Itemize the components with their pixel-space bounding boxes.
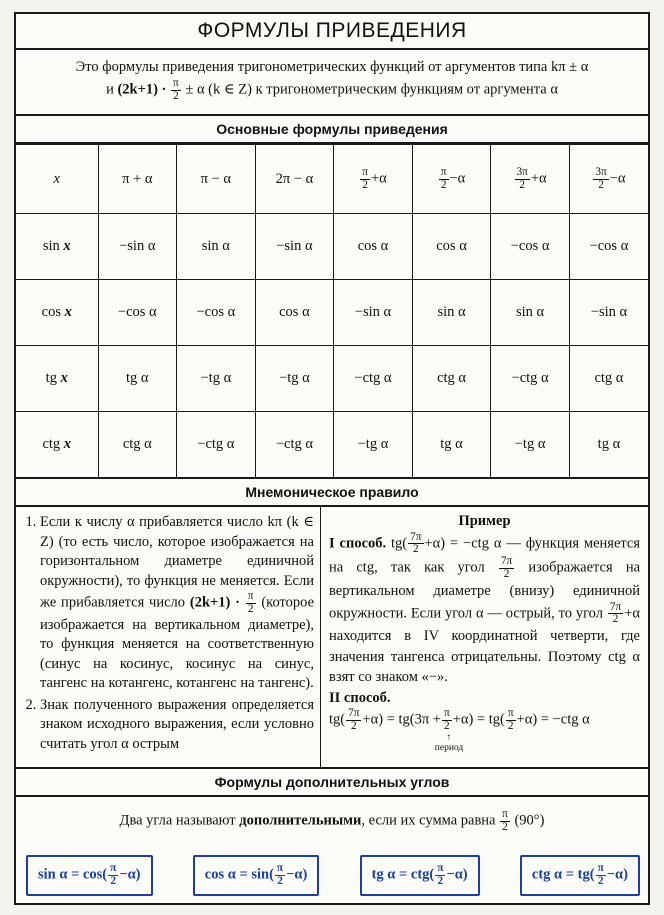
table-header-row <box>16 145 648 214</box>
way-2: II способ. tg( $\frac{7\pi}{2}$ +α) = tg(3π + $\frac{\pi}{2}$ +α) = tg( $\frac{\pi}{2}$ +α) = −ctg α ↑ период <box>329 689 590 753</box>
table-cell: tg α <box>569 412 648 478</box>
way-1: I способ. tg( $\frac{7\pi}{2}$ +α) = −ctg α — функция меняется на ctg, так как угол $\frac{7\pi}{2}$ изображается на вертикальном диаметре (внизу) единичной окружности. Если угол α — острый, то угол $\frac{7\pi}{2}$ +α находится в IV координатной четверти, где значения тангенса отрицательны. Поэтому ctg α взят со знаком «−». <box>329 530 641 686</box>
table-cell: −ctg α <box>334 346 413 412</box>
col-head-2: 2π − α <box>255 145 334 214</box>
table-cell: tg α <box>412 412 491 478</box>
table-cell: −cos α <box>491 214 570 280</box>
table-cell: −tg α <box>334 412 413 478</box>
table-cell: sin α <box>177 214 256 280</box>
table-cell: cos α <box>412 214 491 280</box>
rule-1: 1. Если к числу α прибавляется число kπ (k ∈ Z) (то есть число, которое изображается на горизонтальном диаметре единичной окружности), то функция не меняется. Если же прибавляется число (2k+1) · $\frac{\pi}{2}$ (которое изображается на вертикальном диаметре), то функция меняется на соответственную (синус на косинус, косинус на синус, тангенс на котангенс, котангенс на тангенс). <box>40 513 314 694</box>
rule-2: 2. Знак полученного выражения определяется знаком исходного выражения, если условно считать угол α острым <box>40 696 314 755</box>
intro-line-2 <box>26 78 638 103</box>
table-cell: sin α <box>412 280 491 346</box>
example-block <box>321 507 648 767</box>
row-head-tg: tg x <box>16 346 98 412</box>
extra-definition: Два угла называют дополнительными, если их сумма равна $\frac{\pi}{2}$ (90°) <box>119 808 545 833</box>
table-row-cos <box>16 280 648 346</box>
table-cell: −ctg α <box>177 412 256 478</box>
table-cell: −sin α <box>255 214 334 280</box>
table-cell: cos α <box>255 280 334 346</box>
period-note: ↑ период <box>434 733 464 753</box>
col-head-5: $\frac{3\pi}{2}$ +α <box>491 145 570 214</box>
mnemonic-section <box>16 507 648 769</box>
example-title: Пример <box>458 513 511 529</box>
intro-text <box>16 50 648 116</box>
intro-frac: $\frac{\pi}{2}$ <box>173 77 179 102</box>
table-cell: −tg α <box>255 346 334 412</box>
reduction-table <box>16 144 648 477</box>
table-cell: cos α <box>334 214 413 280</box>
table-cell: −cos α <box>569 214 648 280</box>
intro-tail: к тригонометрическим функциям от аргумента α <box>255 81 558 98</box>
table-cell: ctg α <box>412 346 491 412</box>
table-row-sin <box>16 214 648 280</box>
table-cell: −ctg α <box>491 346 570 412</box>
formula-box-tg: tg α = ctg( $\frac{\pi}{2}$ −α) <box>360 855 480 896</box>
intro-expr: (2k+1) · <box>117 81 167 98</box>
table-cell: −cos α <box>177 280 256 346</box>
mnemonic-heading: Мнемоническое правило <box>16 477 648 507</box>
formula-box-ctg: ctg α = tg( $\frac{\pi}{2}$ −α) <box>520 855 640 896</box>
table-cell: −sin α <box>334 280 413 346</box>
col-head-6: $\frac{3\pi}{2}$ −α <box>569 145 648 214</box>
complementary-formulas <box>16 845 648 896</box>
row-head-cos: cos x <box>16 280 98 346</box>
table-cell: −cos α <box>98 280 177 346</box>
table-cell: ctg α <box>569 346 648 412</box>
mnemonic-rules <box>16 507 321 767</box>
table-cell: −ctg α <box>255 412 334 478</box>
row-head-ctg: ctg x <box>16 412 98 478</box>
formula-box-cos: cos α = sin( $\frac{\pi}{2}$ −α) <box>193 855 320 896</box>
extra-angles-heading: Формулы дополнительных углов <box>16 769 648 797</box>
col-head-1: π − α <box>177 145 256 214</box>
col-head-0: π + α <box>98 145 177 214</box>
table-cell: sin α <box>491 280 570 346</box>
basic-formulas-heading: Основные формулы приведения <box>16 116 648 144</box>
table-cell: −sin α <box>569 280 648 346</box>
table-cell: −tg α <box>491 412 570 478</box>
page-title: ФОРМУЛЫ ПРИВЕДЕНИЯ <box>16 14 648 50</box>
intro-line-1: Это формулы приведения тригонометрических функций от аргументов типа kπ ± α <box>75 59 589 75</box>
table-cell: tg α <box>98 346 177 412</box>
formula-box-sin: sin α = cos( $\frac{\pi}{2}$ −α) <box>26 855 153 896</box>
header-label: x <box>16 145 98 214</box>
col-head-4: $\frac{\pi}{2}$ −α <box>412 145 491 214</box>
table-cell: −sin α <box>98 214 177 280</box>
col-head-3: $\frac{\pi}{2}$ +α <box>334 145 413 214</box>
reference-sheet <box>14 12 650 905</box>
intro-expr-tail: ± α (k ∈ Z) <box>185 81 252 98</box>
intro-and: и <box>106 81 114 98</box>
table-cell: ctg α <box>98 412 177 478</box>
table-row-tg <box>16 346 648 412</box>
table-row-ctg <box>16 412 648 478</box>
row-head-sin: sin x <box>16 214 98 280</box>
table-cell: −tg α <box>177 346 256 412</box>
